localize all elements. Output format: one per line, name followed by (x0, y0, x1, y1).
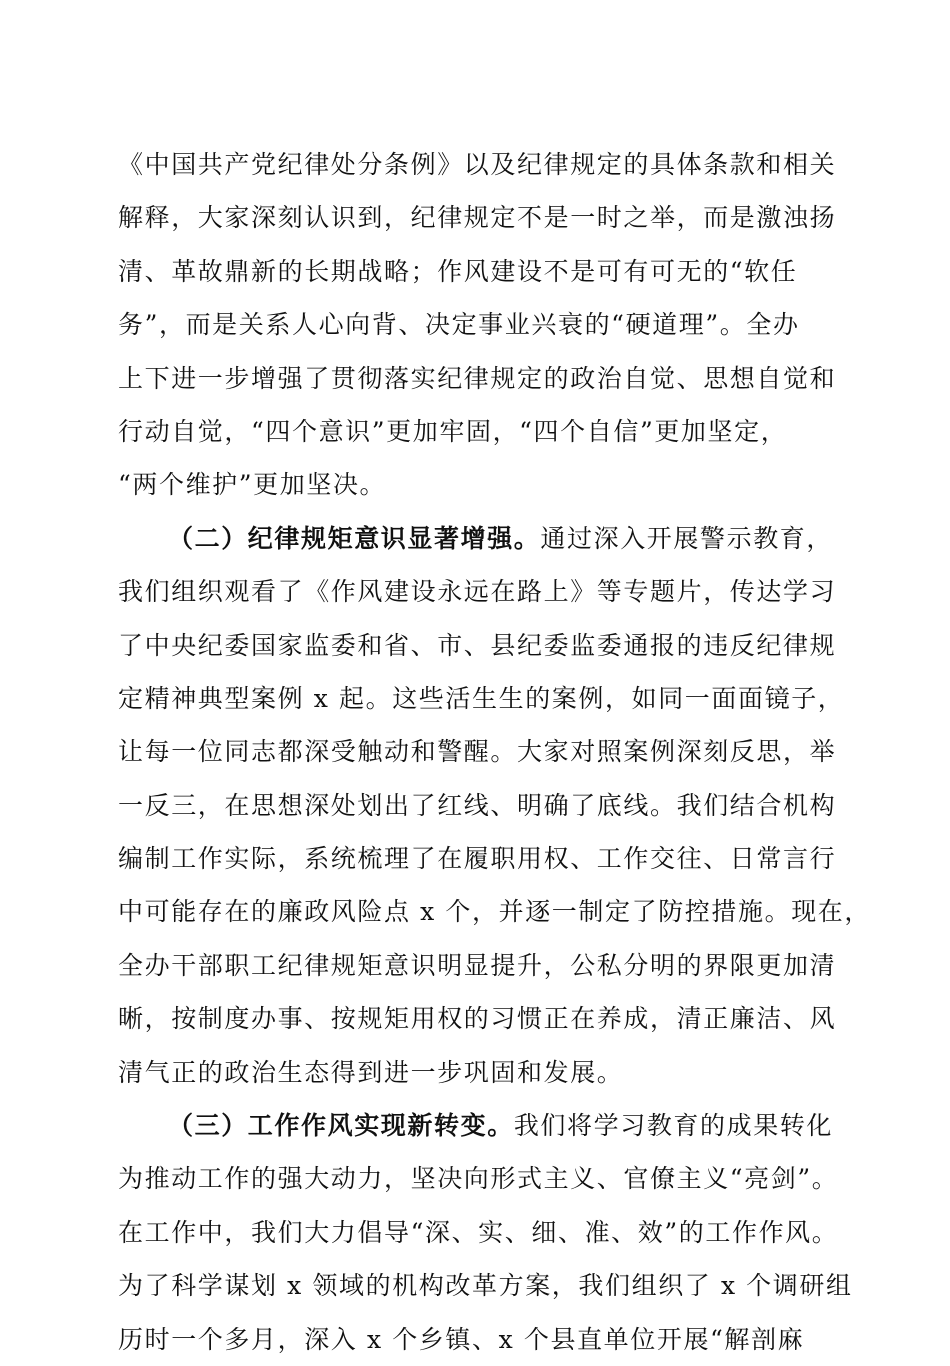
paragraph-2-line: 晰，按制度办事、按规矩用权的习惯正在养成，清正廉洁、风 (118, 1004, 837, 1034)
paragraph-1-line: “两个维护”更加坚决。 (118, 470, 387, 500)
paragraph-3-line: 历时一个多月，深入 x 个乡镇、x 个县直单位开展“解剖麻 (118, 1324, 805, 1354)
paragraph-3-intro: 我们将学习教育的成果转化 (513, 1111, 834, 1141)
paragraph-2-line: 了中央纪委国家监委和省、市、县纪委监委通报的违反纪律规 (118, 630, 837, 660)
paragraph-1-line: 上下进一步增强了贯彻落实纪律规定的政治自觉、思想自觉和 (118, 363, 837, 393)
paragraph-2-line: 编制工作实际，系统梳理了在履职用权、工作交往、日常言行 (118, 844, 837, 874)
paragraph-2-line: 全办干部职工纪律规矩意识明显提升，公私分明的界限更加清 (118, 950, 837, 980)
paragraph-3-line: 为推动工作的强大动力，坚决向形式主义、官僚主义“亮剑”。 (118, 1164, 839, 1194)
document-body (118, 138, 871, 1366)
paragraph-2-line: 清气正的政治生态得到进一步巩固和发展。 (118, 1057, 624, 1087)
paragraph-3-line: 在工作中，我们大力倡导“深、实、细、准、效”的工作作风。 (118, 1217, 839, 1247)
paragraph-1-line: 务”，而是关系人心向背、决定事业兴衰的“硬道理”。全办 (118, 310, 800, 340)
paragraph-2-line: 一反三，在思想深处划出了红线、明确了底线。我们结合机构 (118, 790, 837, 820)
paragraph-3-first-line (118, 1099, 836, 1152)
section-3-heading: （三）工作作风实现新转变。 (168, 1111, 514, 1141)
paragraph-1-line: 《中国共产党纪律处分条例》以及纪律规定的具体条款和相关 (118, 150, 837, 179)
paragraph-2-line: 让每一位同志都深受触动和警醒。大家对照案例深刻反思，举 (118, 737, 837, 767)
section-2-heading: （二）纪律规矩意识显著增强。 (168, 523, 541, 553)
paragraph-2-line: 我们组织观看了《作风建设永远在路上》等专题片，传达学习 (118, 577, 837, 607)
paragraph-3-line: 为了科学谋划 x 领域的机构改革方案，我们组织了 x 个调研组 (118, 1271, 853, 1301)
paragraph-2-line: 中可能存在的廉政风险点 x 个，并逐一制定了防控措施。现在， (118, 897, 871, 927)
paragraph-2-line: 定精神典型案例 x 起。这些活生生的案例，如同一面面镜子， (118, 683, 845, 713)
paragraph-1-line: 行动自觉，“四个意识”更加牢固，“四个自信”更加坚定， (118, 416, 788, 446)
paragraph-2-first-line (118, 512, 836, 565)
paragraph-2-intro: 通过深入开展警示教育， (540, 523, 834, 553)
paragraph-1-line: 解释，大家深刻认识到，纪律规定不是一时之举，而是激浊扬 (118, 203, 837, 233)
paragraph-1-line: 清、革故鼎新的长期战略；作风建设不是可有可无的“软任 (118, 256, 798, 286)
